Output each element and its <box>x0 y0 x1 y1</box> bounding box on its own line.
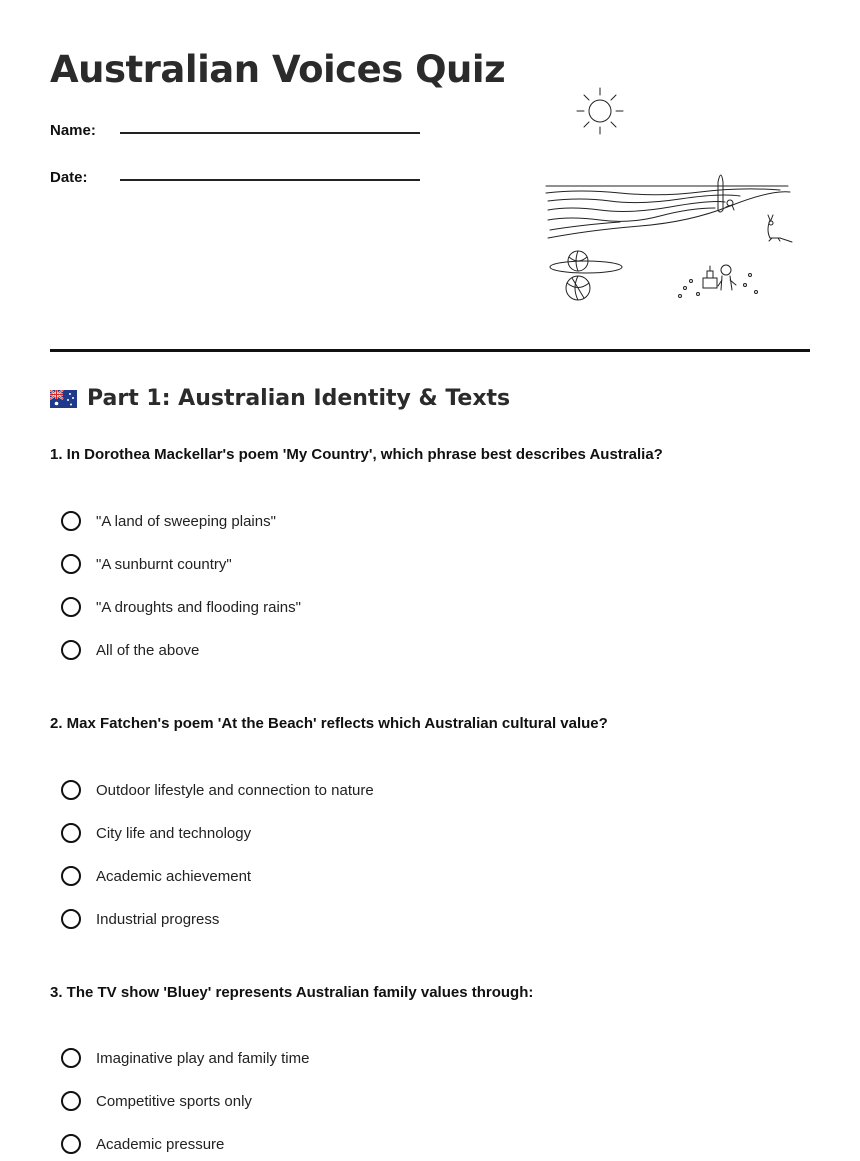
beach-scene-icon <box>540 80 810 310</box>
header-divider <box>50 349 810 352</box>
beach-ball-icon <box>550 251 622 300</box>
q1-option-1[interactable] <box>60 511 276 531</box>
radio-button[interactable] <box>61 866 81 886</box>
question-2: 2. Max Fatchen's poem 'At the Beach' reflects which Australian cultural value? <box>50 715 608 732</box>
radio-button[interactable] <box>61 597 81 617</box>
q2-option-2[interactable] <box>60 823 251 843</box>
radio-button[interactable] <box>61 909 81 929</box>
date-label: Date: <box>50 169 88 186</box>
question-3: 3. The TV show 'Bluey' represents Australian family values through: <box>50 984 534 1001</box>
radio-button[interactable] <box>61 640 81 660</box>
q3-option-3[interactable] <box>60 1134 224 1154</box>
option-label: Academic pressure <box>96 1135 225 1153</box>
radio-button[interactable] <box>61 1134 81 1154</box>
option-label: Outdoor lifestyle and connection to nature <box>96 781 374 799</box>
option-label: Academic achievement <box>96 867 252 885</box>
name-field[interactable] <box>120 132 420 134</box>
name-label: Name: <box>50 122 96 139</box>
q1-option-3[interactable] <box>60 597 301 617</box>
radio-button[interactable] <box>61 823 81 843</box>
section-heading <box>50 386 510 411</box>
sun-icon <box>577 88 623 134</box>
option-label: Competitive sports only <box>96 1092 252 1110</box>
q1-option-2[interactable] <box>60 554 232 574</box>
page-title: Australian Voices Quiz <box>50 48 506 91</box>
q1-option-4[interactable] <box>60 640 199 660</box>
option-label: All of the above <box>96 641 200 659</box>
option-label: "A droughts and flooding rains" <box>96 598 301 616</box>
radio-button[interactable] <box>61 1091 81 1111</box>
q2-option-3[interactable] <box>60 866 251 886</box>
date-field[interactable] <box>120 179 420 181</box>
q2-option-1[interactable] <box>60 780 374 800</box>
option-label: Industrial progress <box>96 910 220 928</box>
option-label: Imaginative play and family time <box>96 1049 310 1067</box>
option-label: "A sunburnt country" <box>96 555 232 573</box>
question-1: 1. In Dorothea Mackellar's poem 'My Country', which phrase best describes Australia? <box>50 446 663 463</box>
option-label: "A land of sweeping plains" <box>96 512 276 530</box>
radio-button[interactable] <box>61 554 81 574</box>
australian-flag-icon <box>50 390 77 408</box>
q3-option-2[interactable] <box>60 1091 252 1111</box>
q2-option-4[interactable] <box>60 909 219 929</box>
kangaroo-icon <box>768 215 792 242</box>
radio-button[interactable] <box>61 780 81 800</box>
radio-button[interactable] <box>61 1048 81 1068</box>
option-label: City life and technology <box>96 824 252 842</box>
q3-option-1[interactable] <box>60 1048 309 1068</box>
section-heading-label: Part 1: Australian Identity & Texts <box>87 386 511 411</box>
sandcastle-icon <box>679 265 758 298</box>
radio-button[interactable] <box>61 511 81 531</box>
